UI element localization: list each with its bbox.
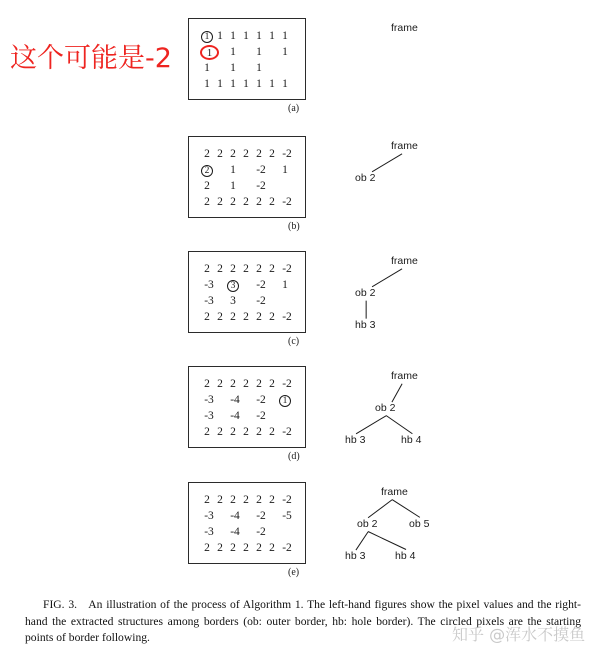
panel-a-cell-r2c2: 1 <box>230 62 236 74</box>
panel-c-cell-r0c2: 2 <box>230 263 236 275</box>
watermark-bottom: 知乎 @浑水不摸鱼 <box>452 625 586 644</box>
panel-e-cell-r1c0: -3 <box>204 510 214 522</box>
panel-d-cell-r1c4: -2 <box>256 394 266 406</box>
panel-a-cell-r0c2: 1 <box>230 30 236 42</box>
panel-a-cell-r0c0 <box>200 29 214 44</box>
panel-a-cell-r0c3: 1 <box>243 30 249 42</box>
panel-a-cell-r3c4: 1 <box>256 78 262 90</box>
panel-c-cell-r3c2: 2 <box>230 311 236 323</box>
panel-a-cell-r1c0 <box>200 45 214 61</box>
panel-e-cell-r0c6: -2 <box>282 494 292 506</box>
panel-c-cell-r0c0: 2 <box>204 263 210 275</box>
panel-e-tree-node-frame: frame <box>381 486 408 498</box>
panel-a-cell-r3c3: 1 <box>243 78 249 90</box>
panel-a-border-tree <box>345 22 465 104</box>
panel-b-cell-r0c5: 2 <box>269 148 275 160</box>
tree-edge <box>391 383 402 402</box>
panel-c-cell-r2c0: -3 <box>204 295 214 307</box>
tree-edge <box>368 531 407 550</box>
panel-d-cell-r0c1: 2 <box>217 378 223 390</box>
panel-c-cell-r3c6: -2 <box>282 311 292 323</box>
panel-a-tree-node-frame: frame <box>391 22 418 34</box>
panel-c-cell-r1c0: -3 <box>204 279 214 291</box>
panel-e-cell-r0c1: 2 <box>217 494 223 506</box>
panel-e-cell-r0c5: 2 <box>269 494 275 506</box>
panel-b-cell-r3c5: 2 <box>269 196 275 208</box>
panel-c-label: (c) <box>288 336 300 347</box>
panel-d-cell-r0c2: 2 <box>230 378 236 390</box>
panel-e-cell-r1c2: -4 <box>230 510 240 522</box>
panel-c-cell-r3c5: 2 <box>269 311 275 323</box>
panel-d-cell-r3c0: 2 <box>204 426 210 438</box>
panel-e-cell-r3c3: 2 <box>243 542 249 554</box>
panel-b-cell-r1c0 <box>200 163 214 178</box>
circled-pixel-icon: 1 <box>279 395 291 407</box>
panel-d-cell-r2c0: -3 <box>204 410 214 422</box>
panel-d-cell-r1c0: -3 <box>204 394 214 406</box>
panel-c-cell-r3c3: 2 <box>243 311 249 323</box>
panel-b-cell-r3c2: 2 <box>230 196 236 208</box>
circled-pixel-icon: 2 <box>201 165 213 177</box>
panel-e-tree-node-ob-5: ob 5 <box>409 518 430 530</box>
panel-d-label: (d) <box>288 451 300 462</box>
panel-d-border-tree <box>345 370 465 452</box>
panel-a-label: (a) <box>288 103 300 114</box>
panel-c-cell-r3c1: 2 <box>217 311 223 323</box>
panel-c-cell-r0c1: 2 <box>217 263 223 275</box>
panel-d-cell-r2c2: -4 <box>230 410 240 422</box>
panel-d-cell-r3c2: 2 <box>230 426 236 438</box>
circled-pixel-icon: 3 <box>227 280 239 292</box>
panel-b-cell-r0c1: 2 <box>217 148 223 160</box>
panel-c-tree-node-ob-2: ob 2 <box>355 287 376 299</box>
panel-e-label: (e) <box>288 567 300 578</box>
tree-edge <box>368 499 393 518</box>
panel-c-cell-r2c2: 3 <box>230 295 236 307</box>
panel-e-cell-r3c2: 2 <box>230 542 236 554</box>
panel-a-cell-r3c5: 1 <box>269 78 275 90</box>
panel-e-cell-r2c4: -2 <box>256 526 266 538</box>
panel-e-tree-node-ob-2: ob 2 <box>357 518 378 530</box>
panel-b-cell-r0c6: -2 <box>282 148 292 160</box>
panel-e-tree-node-hb-3: hb 3 <box>345 550 366 562</box>
panel-c-cell-r0c3: 2 <box>243 263 249 275</box>
panel-d-cell-r2c4: -2 <box>256 410 266 422</box>
panel-c-cell-r1c6: 1 <box>282 279 288 291</box>
panel-e-cell-r1c4: -2 <box>256 510 266 522</box>
panel-a-cell-r0c4: 1 <box>256 30 262 42</box>
panel-d-cell-r3c1: 2 <box>217 426 223 438</box>
panel-d-cell-r1c2: -4 <box>230 394 240 406</box>
panel-c-cell-r0c4: 2 <box>256 263 262 275</box>
panel-d-cell-r3c3: 2 <box>243 426 249 438</box>
panel-c-cell-r1c4: -2 <box>256 279 266 291</box>
panel-b-cell-r2c0: 2 <box>204 180 210 192</box>
panel-a-cell-r0c6: 1 <box>282 30 288 42</box>
panel-e-cell-r2c2: -4 <box>230 526 240 538</box>
panel-b-cell-r3c3: 2 <box>243 196 249 208</box>
panel-e-cell-r3c5: 2 <box>269 542 275 554</box>
red-circled-pixel-icon: 1 <box>200 45 219 60</box>
panel-a-cell-r1c6: 1 <box>282 46 288 58</box>
panel-c-tree-node-frame: frame <box>391 255 418 267</box>
tree-edge <box>392 499 421 518</box>
panel-c-border-tree <box>345 255 465 337</box>
panel-a-cell-r3c0: 1 <box>204 78 210 90</box>
panel-b-border-tree <box>345 140 465 222</box>
panel-b-tree-node-frame: frame <box>391 140 418 152</box>
panel-a-cell-r3c6: 1 <box>282 78 288 90</box>
panel-c-cell-r3c4: 2 <box>256 311 262 323</box>
panel-a-cell-r2c0: 1 <box>204 62 210 74</box>
panel-e-cell-r3c6: -2 <box>282 542 292 554</box>
panel-b-cell-r3c0: 2 <box>204 196 210 208</box>
panel-b-cell-r0c2: 2 <box>230 148 236 160</box>
panel-e-tree-node-hb-4: hb 4 <box>395 550 416 562</box>
panel-c-cell-r0c6: -2 <box>282 263 292 275</box>
panel-d-cell-r3c5: 2 <box>269 426 275 438</box>
panel-b-cell-r0c4: 2 <box>256 148 262 160</box>
panel-a-cell-r0c5: 1 <box>269 30 275 42</box>
panel-b-label: (b) <box>288 221 300 232</box>
tree-edge <box>355 531 368 550</box>
panel-c-cell-r3c0: 2 <box>204 311 210 323</box>
panel-e-cell-r3c0: 2 <box>204 542 210 554</box>
panel-a-cell-r2c4: 1 <box>256 62 262 74</box>
panel-d-cell-r0c6: -2 <box>282 378 292 390</box>
tree-edge <box>372 268 403 287</box>
panel-c-tree-node-hb-3: hb 3 <box>355 319 376 331</box>
panel-b-cell-r0c0: 2 <box>204 148 210 160</box>
panel-b-cell-r3c1: 2 <box>217 196 223 208</box>
panel-c-cell-r2c4: -2 <box>256 295 266 307</box>
panel-b-tree-node-ob-2: ob 2 <box>355 172 376 184</box>
tree-edge <box>356 415 387 434</box>
panel-a-cell-r3c1: 1 <box>217 78 223 90</box>
panel-e-cell-r3c4: 2 <box>256 542 262 554</box>
panel-b-cell-r0c3: 2 <box>243 148 249 160</box>
panel-d-cell-r3c6: -2 <box>282 426 292 438</box>
panel-e-cell-r0c0: 2 <box>204 494 210 506</box>
tree-edge <box>372 153 403 172</box>
panel-e-cell-r1c6: -5 <box>282 510 292 522</box>
panel-a-cell-r1c2: 1 <box>230 46 236 58</box>
panel-d-cell-r0c5: 2 <box>269 378 275 390</box>
panel-e-cell-r0c2: 2 <box>230 494 236 506</box>
panel-d-cell-r1c6 <box>278 393 292 408</box>
circled-pixel-icon: 1 <box>201 31 213 43</box>
panel-c-cell-r0c5: 2 <box>269 263 275 275</box>
panel-d-tree-node-hb-3: hb 3 <box>345 434 366 446</box>
panel-d-tree-node-ob-2: ob 2 <box>375 402 396 414</box>
tree-edge <box>386 415 413 434</box>
tree-edge <box>365 301 366 319</box>
panel-d-cell-r0c3: 2 <box>243 378 249 390</box>
panel-a-cell-r0c1: 1 <box>217 30 223 42</box>
panel-d-cell-r3c4: 2 <box>256 426 262 438</box>
panel-e-cell-r2c0: -3 <box>204 526 214 538</box>
panel-b-cell-r3c4: 2 <box>256 196 262 208</box>
figure-number: FIG. 3. <box>43 598 78 611</box>
panel-e-cell-r0c3: 2 <box>243 494 249 506</box>
panel-a-cell-r1c4: 1 <box>256 46 262 58</box>
panel-e-border-tree <box>345 486 465 568</box>
panel-d-tree-node-frame: frame <box>391 370 418 382</box>
panel-b-cell-r1c2: 1 <box>230 164 236 176</box>
red-annotation-text: 这个可能是-2 <box>10 43 172 74</box>
panel-b-cell-r2c4: -2 <box>256 180 266 192</box>
panel-c-cell-r1c2 <box>226 278 240 293</box>
panel-e-cell-r3c1: 2 <box>217 542 223 554</box>
panel-b-cell-r1c4: -2 <box>256 164 266 176</box>
figure-caption-text: An illustration of the process of Algorithm 1. The left-hand figures show the pixel values and the right-hand the extracted structures among borders (ob: outer border, hb: hole border). The circled pixels are the starting points of border following. <box>25 598 581 645</box>
panel-a-cell-r3c2: 1 <box>230 78 236 90</box>
panel-b-cell-r2c2: 1 <box>230 180 236 192</box>
panel-d-tree-node-hb-4: hb 4 <box>401 434 422 446</box>
panel-d-cell-r0c4: 2 <box>256 378 262 390</box>
panel-d-cell-r0c0: 2 <box>204 378 210 390</box>
panel-b-cell-r1c6: 1 <box>282 164 288 176</box>
panel-b-cell-r3c6: -2 <box>282 196 292 208</box>
panel-e-cell-r0c4: 2 <box>256 494 262 506</box>
